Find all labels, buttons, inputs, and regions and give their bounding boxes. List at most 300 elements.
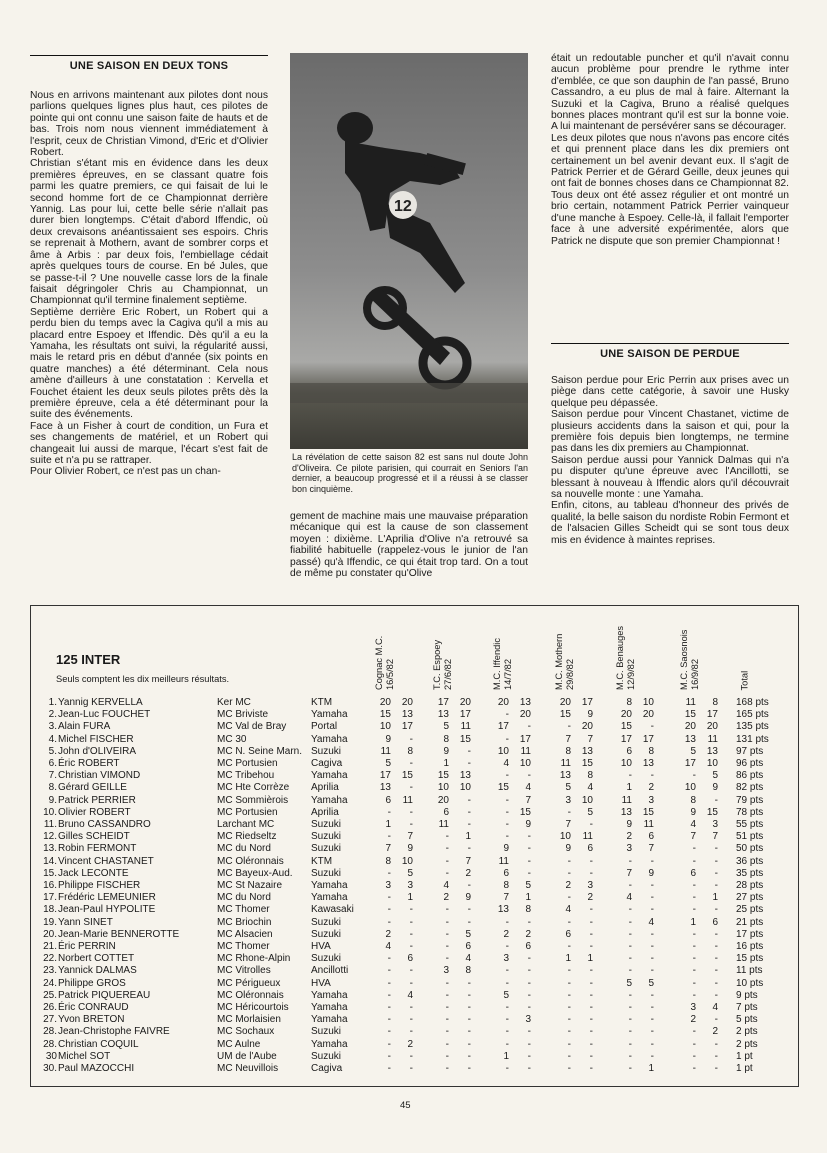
- rank: 11.: [43, 819, 57, 830]
- event-name: M.C. Iffendic: [492, 637, 502, 690]
- race-result: -: [589, 819, 593, 830]
- race-result: 6: [385, 794, 391, 806]
- race-result: -: [409, 758, 413, 769]
- race-result: 2: [465, 867, 471, 879]
- table-row: [31, 856, 798, 868]
- race-result: -: [387, 1026, 391, 1038]
- paragraph: Septième derrière Eric Robert, un Robert qui a perdu bien du temps avec la Cagiva qu'il a mis au placard entre Espoey et Iffendic. Dès qu'il a eu la Yamaha, les résultats ont suivi, la régularité aussi, mais le retard pris en début d'année (six points en quatre manches) a été déterminant. Cela nous amène d'ailleurs à une constatation : Kervella et Fouchet étaient les deux seuls pilotes prêts dès la première épreuve, cela a été déterminant pour la suite des événements.: [30, 306, 268, 421]
- bike-brand: Yamaha: [311, 989, 348, 1001]
- race-result: 20: [437, 794, 449, 806]
- rider-silhouette-icon: [290, 53, 528, 449]
- race-result: -: [445, 1050, 449, 1062]
- race-result: -: [567, 806, 571, 818]
- race-result: -: [589, 1038, 593, 1050]
- rank: 27.: [43, 1014, 57, 1026]
- race-result: 4: [385, 941, 391, 952]
- race-result: 2: [503, 928, 509, 940]
- race-result: 5: [407, 867, 413, 879]
- race-result: 11: [380, 745, 391, 757]
- table-row: [31, 880, 798, 892]
- table-row: [31, 990, 798, 1002]
- race-result: 15: [642, 806, 654, 818]
- race-result: -: [650, 892, 654, 904]
- race-result: 8: [385, 855, 391, 867]
- race-result: -: [445, 1026, 449, 1038]
- rider-name: Jack LECONTE: [58, 867, 129, 879]
- race-result: 4: [525, 782, 531, 794]
- race-result: -: [409, 1014, 413, 1026]
- race-result: 13: [642, 758, 654, 769]
- race-result: -: [589, 916, 593, 928]
- race-result: -: [650, 941, 654, 952]
- race-result: -: [409, 904, 413, 916]
- race-result: 15: [437, 770, 449, 782]
- total-points: 25 pts: [736, 904, 764, 916]
- race-result: 10: [519, 758, 531, 769]
- club-name: MC Héricourtois: [217, 1002, 289, 1013]
- race-result: 4: [712, 1002, 718, 1013]
- race-result: -: [692, 941, 696, 952]
- article-column-3: [551, 53, 789, 247]
- bike-brand: KTM: [311, 855, 333, 867]
- race-result: 7: [626, 867, 632, 879]
- bike-brand: Yamaha: [311, 733, 348, 745]
- total-points: 36 pts: [736, 855, 764, 867]
- race-result: 5: [443, 721, 449, 733]
- race-result: -: [387, 1038, 391, 1050]
- race-result: 15: [684, 709, 696, 721]
- table-row: [31, 758, 798, 770]
- rank: 4.: [48, 733, 57, 745]
- club-name: MC Val de Bray: [217, 721, 287, 733]
- club-name: MC Aulne: [217, 1038, 261, 1050]
- race-result: 15: [401, 770, 413, 782]
- race-result: -: [467, 1002, 471, 1013]
- race-result: 17: [459, 709, 471, 721]
- club-name: MC Riedseltz: [217, 831, 277, 843]
- race-result: -: [714, 953, 718, 965]
- total-points: 11 pts: [736, 965, 763, 977]
- club-name: UM de l'Aube: [217, 1050, 277, 1062]
- race-result: -: [714, 989, 718, 1001]
- race-result: -: [650, 1026, 654, 1038]
- race-result: -: [628, 916, 632, 928]
- race-result: 20: [559, 697, 571, 708]
- club-name: MC Thomer: [217, 904, 270, 916]
- total-points: 82 pts: [736, 782, 764, 794]
- race-result: 3: [385, 880, 391, 891]
- bike-brand: Kawasaki: [311, 904, 354, 916]
- race-result: -: [692, 892, 696, 904]
- race-result: -: [505, 1063, 509, 1074]
- race-result: 1: [525, 892, 531, 904]
- race-result: 6: [565, 928, 571, 940]
- race-result: 20: [581, 721, 593, 733]
- rider-name: Michel FISCHER: [58, 733, 134, 745]
- race-result: -: [445, 1014, 449, 1026]
- race-result: 20: [459, 697, 471, 708]
- club-name: MC Hte Corrèze: [217, 782, 290, 794]
- race-result: -: [467, 1063, 471, 1074]
- race-result: -: [567, 989, 571, 1001]
- race-result: -: [445, 953, 449, 965]
- race-result: 9: [626, 819, 632, 830]
- paragraph: Saison perdue aussi pour Yannick Dalmas qui n'a pu disputer qu'une épreuve avec l'Ancillotti, se blessant à nouveau à Iffendic alors qu'il découvrait sa nouvelle monte : une Yamaha.: [551, 454, 789, 501]
- total-points: 2 pts: [736, 1026, 758, 1038]
- race-result: 8: [407, 745, 413, 757]
- race-result: -: [628, 1014, 632, 1026]
- race-result: -: [628, 770, 632, 782]
- race-result: -: [387, 1002, 391, 1013]
- rider-name: Jean-Luc FOUCHET: [58, 709, 151, 721]
- race-result: -: [527, 1002, 531, 1013]
- race-result: 6: [525, 941, 531, 952]
- bike-brand: Suzuki: [311, 1026, 342, 1038]
- race-result: 7: [385, 843, 391, 855]
- total-points: 55 pts: [736, 819, 764, 830]
- column-header: [492, 638, 513, 690]
- bike-brand: Suzuki: [311, 843, 342, 855]
- rank: 25.: [43, 989, 57, 1001]
- race-result: -: [505, 1038, 509, 1050]
- race-result: 2: [712, 1026, 718, 1038]
- event-date: 16/5/82: [384, 658, 395, 690]
- race-result: -: [445, 941, 449, 952]
- rider-name: Paul MAZOCCHI: [58, 1063, 135, 1074]
- race-result: 10: [684, 782, 696, 794]
- rider-name: Éric ROBERT: [58, 758, 120, 769]
- race-result: -: [505, 806, 509, 818]
- race-result: -: [505, 977, 509, 989]
- race-result: 20: [642, 709, 654, 721]
- race-result: 8: [690, 794, 696, 806]
- race-result: -: [445, 1038, 449, 1050]
- race-result: 17: [497, 721, 509, 733]
- rank: 17.: [43, 892, 57, 904]
- race-result: 8: [503, 880, 509, 891]
- race-result: -: [445, 989, 449, 1001]
- race-result: -: [650, 855, 654, 867]
- total-points: 5 pts: [736, 1014, 758, 1026]
- race-result: 10: [379, 721, 391, 733]
- race-result: -: [628, 1063, 632, 1074]
- race-result: -: [650, 965, 654, 977]
- race-result: -: [628, 965, 632, 977]
- club-name: MC Tribehou: [217, 770, 275, 782]
- race-result: 8: [712, 697, 718, 708]
- table-row: [31, 1002, 798, 1014]
- table-row: [31, 782, 798, 794]
- rank: 2.: [48, 709, 57, 721]
- total-header: Total: [739, 670, 750, 690]
- race-result: -: [589, 904, 593, 916]
- race-result: -: [589, 1014, 593, 1026]
- rank: 6.: [48, 758, 57, 769]
- race-result: 10: [559, 831, 571, 843]
- total-points: 16 pts: [736, 941, 764, 952]
- rank: 3.: [48, 721, 57, 733]
- race-result: -: [692, 928, 696, 940]
- race-result: -: [714, 941, 718, 952]
- rank: 20.: [43, 928, 57, 940]
- club-name: MC Portusien: [217, 806, 278, 818]
- race-result: 17: [642, 733, 654, 745]
- total-points: 50 pts: [736, 843, 764, 855]
- paragraph: Saison perdue pour Vincent Chastanet, victime de plusieurs accidents dans la saison et qui, pour la première fois depuis bien longtemps, ne termine pas dans les dix premiers au Championnat.: [551, 409, 789, 455]
- race-result: 9: [648, 867, 654, 879]
- event-date: 14/7/82: [502, 658, 513, 690]
- rider-name: Robin FERMONT: [58, 843, 137, 855]
- rider-name: Éric PERRIN: [58, 941, 116, 952]
- total-points: 86 pts: [736, 770, 764, 782]
- total-points: 1 pt: [736, 1050, 753, 1062]
- section-heading-two-tones: UNE SAISON EN DEUX TONS: [30, 55, 268, 78]
- race-result: -: [527, 965, 531, 977]
- rank: 30.: [43, 1063, 57, 1074]
- race-result: -: [409, 1063, 413, 1074]
- bike-brand: HVA: [311, 977, 331, 989]
- race-result: 7: [712, 831, 718, 843]
- race-result: 8: [443, 733, 449, 745]
- rank: 13.: [43, 843, 57, 855]
- race-result: 20: [706, 721, 718, 733]
- race-result: -: [467, 794, 471, 806]
- race-result: -: [589, 1002, 593, 1013]
- race-result: 2: [648, 782, 654, 794]
- race-result: -: [527, 1026, 531, 1038]
- race-result: -: [589, 1050, 593, 1062]
- race-result: -: [467, 843, 471, 855]
- race-result: 4: [465, 953, 471, 965]
- rider-name: Yann SINET: [58, 916, 113, 928]
- race-result: 4: [626, 892, 632, 904]
- total-points: 165 pts: [736, 709, 769, 721]
- race-result: 8: [626, 697, 632, 708]
- rider-name: Yannig KERVELLA: [58, 697, 143, 708]
- race-result: 15: [581, 758, 593, 769]
- race-result: -: [467, 904, 471, 916]
- table-row: [31, 1014, 798, 1026]
- total-points: 51 pts: [736, 831, 764, 843]
- bike-brand: Ancillotti: [311, 965, 349, 977]
- race-result: 6: [690, 867, 696, 879]
- bike-brand: KTM: [311, 697, 333, 708]
- race-result: 13: [559, 770, 571, 782]
- race-result: -: [714, 904, 718, 916]
- race-result: 17: [379, 770, 391, 782]
- race-result: 20: [497, 697, 509, 708]
- race-result: 6: [648, 831, 654, 843]
- race-result: -: [467, 977, 471, 989]
- race-result: 20: [379, 697, 391, 708]
- race-result: -: [505, 819, 509, 830]
- race-result: 1: [443, 758, 449, 769]
- race-result: 6: [407, 953, 413, 965]
- total-points: 28 pts: [736, 880, 764, 891]
- paragraph: Nous en arrivons maintenant aux pilotes dont nous parlions quelques lignes plus haut, ces pilotes de pointe qui ont connu une saison faite de hauts et de bas. Trois nom nous viennent immédiatement à l'esprit, ceux de Christian Vimond, d'Eric et d'Olivier Robert.: [30, 90, 268, 159]
- club-name: MC Oléronnais: [217, 989, 284, 1001]
- race-result: -: [628, 904, 632, 916]
- race-result: 1: [565, 953, 571, 965]
- club-name: MC Morlaisien: [217, 1014, 281, 1026]
- race-result: 4: [407, 989, 413, 1001]
- race-result: 11: [685, 697, 696, 708]
- race-result: 6: [587, 843, 593, 855]
- race-result: -: [505, 1026, 509, 1038]
- rider-name: Christian VIMOND: [58, 770, 141, 782]
- race-result: -: [409, 806, 413, 818]
- race-result: -: [505, 941, 509, 952]
- race-result: -: [567, 1026, 571, 1038]
- bike-brand: Suzuki: [311, 831, 342, 843]
- race-result: 9: [525, 819, 531, 830]
- club-name: MC Alsacien: [217, 928, 273, 940]
- bike-brand: Yamaha: [311, 709, 348, 721]
- total-points: 27 pts: [736, 892, 764, 904]
- club-name: MC Sommièrois: [217, 794, 289, 806]
- race-result: 20: [684, 721, 696, 733]
- race-result: -: [567, 916, 571, 928]
- total-points: 21 pts: [736, 916, 764, 928]
- race-result: -: [387, 904, 391, 916]
- race-result: -: [527, 843, 531, 855]
- table-row: [31, 917, 798, 929]
- race-result: -: [409, 1026, 413, 1038]
- race-result: 11: [498, 855, 509, 867]
- race-result: -: [387, 867, 391, 879]
- total-points: 10 pts: [736, 977, 764, 989]
- race-result: -: [445, 831, 449, 843]
- race-result: -: [527, 1038, 531, 1050]
- race-result: -: [714, 1014, 718, 1026]
- bike-brand: Cagiva: [311, 1063, 343, 1074]
- race-result: -: [567, 721, 571, 733]
- race-result: -: [409, 941, 413, 952]
- rider-name: Bruno CASSANDRO: [58, 819, 151, 830]
- race-result: 10: [706, 758, 718, 769]
- race-result: -: [505, 770, 509, 782]
- rank: 30: [45, 1050, 57, 1062]
- race-result: -: [650, 721, 654, 733]
- race-result: -: [409, 928, 413, 940]
- results-table: [30, 605, 799, 1087]
- race-result: -: [692, 880, 696, 891]
- rider-name: Michel SOT: [58, 1050, 111, 1062]
- table-row: [31, 941, 798, 953]
- bike-brand: Suzuki: [311, 928, 342, 940]
- race-result: -: [387, 989, 391, 1001]
- race-result: -: [692, 977, 696, 989]
- paragraph: Christian s'étant mis en évidence dans les deux premières épreuves, en se classant quatre fois parmi les quatre premiers, ce qui faisait de lui le second homme fort de ce Championnat derrière Yannig. Las pour lui, cette belle série n'allait pas durer bien longtemps. C'était d'abord Iffendic, où deux crevaisons anéantissaient ses espoirs. Chris se reprenait à Mothern, avant de sombrer corps et âme à Arbis : par deux fois, l'embiellage cédait après quelques tours de course. En bé Jules, que se passe-t-il ? Une nouvelle casse lors de la finale faisait dégringoler Chris au Championnat, un Championnat qu'il termine finalement septième.: [30, 158, 268, 307]
- race-result: 2: [385, 928, 391, 940]
- race-result: -: [714, 843, 718, 855]
- rank: 18.: [43, 904, 57, 916]
- race-result: -: [650, 770, 654, 782]
- race-result: 13: [379, 782, 391, 794]
- race-result: -: [650, 1002, 654, 1013]
- race-result: -: [527, 855, 531, 867]
- race-result: -: [567, 1014, 571, 1026]
- page-number: 45: [400, 1100, 411, 1111]
- total-points: 135 pts: [736, 721, 769, 733]
- rider-name: Christian COQUIL: [58, 1038, 139, 1050]
- rider-name: Gérard GEILLE: [58, 782, 127, 794]
- race-result: 20: [401, 697, 413, 708]
- race-result: -: [692, 953, 696, 965]
- race-result: -: [650, 953, 654, 965]
- paragraph: gement de machine mais une mauvaise préparation mécanique qui est la cause de son classement moyen : dixième. L'Aprilia d'Olive n'a retrouvé sa fiabilité habituelle (rappelez-vous le junior de l'an passé) qu'à Iffendic, ce qui était trop tard. On a tout de même pu constater qu'Olive: [290, 511, 528, 580]
- race-result: -: [527, 1050, 531, 1062]
- race-result: -: [505, 1014, 509, 1026]
- race-result: -: [505, 794, 509, 806]
- race-result: 7: [465, 855, 471, 867]
- race-result: -: [692, 1026, 696, 1038]
- race-result: -: [409, 819, 413, 830]
- club-name: MC du Nord: [217, 843, 271, 855]
- race-result: -: [409, 977, 413, 989]
- race-result: 15: [379, 709, 391, 721]
- event-name: M.C. Mothern: [554, 633, 564, 690]
- race-result: -: [628, 953, 632, 965]
- race-result: -: [467, 989, 471, 1001]
- race-result: -: [628, 1050, 632, 1062]
- race-result: -: [387, 1050, 391, 1062]
- race-result: -: [589, 965, 593, 977]
- race-result: -: [387, 1014, 391, 1026]
- race-result: 2: [626, 831, 632, 843]
- bike-brand: Suzuki: [311, 867, 342, 879]
- table-row: [31, 709, 798, 721]
- race-result: -: [467, 880, 471, 891]
- bike-brand: Yamaha: [311, 1002, 348, 1013]
- rider-name: Yannick DALMAS: [58, 965, 137, 977]
- club-name: MC Vitrolles: [217, 965, 271, 977]
- rank: 14.: [43, 855, 57, 867]
- table-row: [31, 795, 798, 807]
- race-result: 1: [626, 782, 632, 794]
- total-points: 1 pt: [736, 1063, 753, 1074]
- race-result: 1: [690, 916, 696, 928]
- race-result: 3: [626, 843, 632, 855]
- race-result: 9: [712, 782, 718, 794]
- race-result: 2: [443, 892, 449, 904]
- race-result: -: [505, 831, 509, 843]
- race-result: -: [714, 928, 718, 940]
- race-result: -: [714, 1063, 718, 1074]
- race-result: 5: [385, 758, 391, 769]
- race-result: -: [567, 855, 571, 867]
- bike-brand: Suzuki: [311, 953, 342, 965]
- race-result: 20: [519, 709, 531, 721]
- race-result: -: [628, 1038, 632, 1050]
- total-points: 79 pts: [736, 794, 764, 806]
- column-header: [679, 630, 700, 690]
- race-result: -: [409, 782, 413, 794]
- total-points: 78 pts: [736, 806, 764, 818]
- race-result: -: [467, 1050, 471, 1062]
- race-result: 3: [587, 880, 593, 891]
- race-result: -: [650, 928, 654, 940]
- total-points: 131 pts: [736, 733, 769, 745]
- rider-name: Patrick PIQUEREAU: [58, 989, 151, 1001]
- rank: 15.: [43, 867, 57, 879]
- bike-brand: Yamaha: [311, 892, 348, 904]
- race-result: 7: [565, 819, 571, 830]
- race-result: 7: [587, 733, 593, 745]
- rider-name: Patrick PERRIER: [58, 794, 136, 806]
- race-result: 13: [620, 806, 632, 818]
- table-row: [31, 1063, 798, 1075]
